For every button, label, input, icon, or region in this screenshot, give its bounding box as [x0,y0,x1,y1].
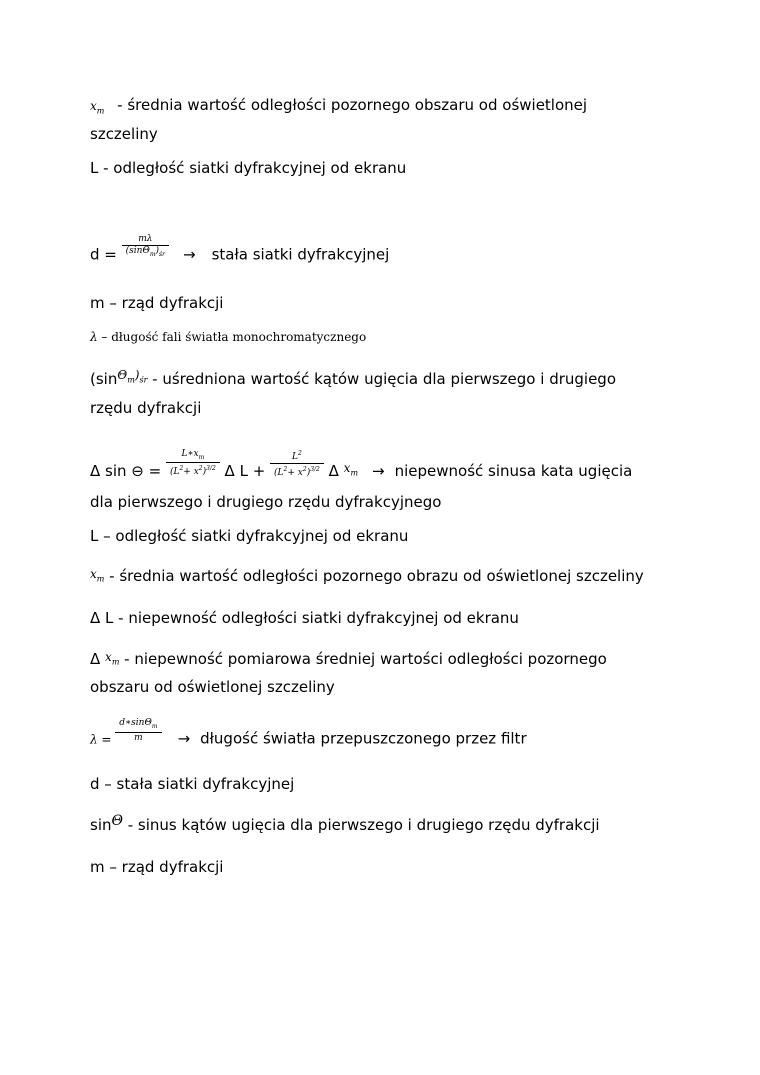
definition-lambda: λ – długość fali światła monochromatycznego [90,330,367,344]
fraction: $\frac{L∗x_m}{(L^2+ x^2)^{3/2}}$ [166,449,220,479]
formula-delta-sin: Δ sin ⊖ = $\frac{L∗x_m}{(L^2+ x^2)^{3/2}}$ Δ L + $\frac{L^2}{(L^2+ x^2)^{3/2}}$ Δ $^{x_m}$ → niepewność sinusa kata ugięcia [90,448,633,480]
definition-delta-L: Δ L - niepewność odległości siatki dyfrakcyjnej od ekranu [90,609,519,627]
fraction: $\frac{d∗\sin\Theta_m}{m}$ [115,718,161,744]
formula-d [90,234,390,268]
definition-continuation: szczeliny [90,125,158,143]
definition-sin: sinΘ - sinus kątów ugięcia dla pierwszego i drugiego rzędu dyfrakcji [90,813,600,834]
definition-xm-image: $^{x_m}$ - średnia wartość odległości pozornego obrazu od oświetlonej szczeliny [90,567,644,585]
formula-lambda: λ = $\frac{d∗\sin\Theta_m}{m}$ → długość światła przepuszczonego przez filtr [90,718,527,748]
formula-continuation: dla pierwszego i drugiego rzędu dyfrakcyjnego [90,493,442,511]
definition-m: m – rząd dyfrakcji [90,294,224,312]
definition-sin-avg: ($\sin^{\Theta_m)_{śr}}$ - uśredniona wartość kątów ugięcia dla pierwszego i drugiego [90,368,617,388]
definition-L: L - odległość siatki dyfrakcyjnej od ekranu [90,159,407,177]
definition-continuation: obszaru od oświetlonej szczeliny [90,678,335,696]
arrow-icon: → [183,245,196,264]
definition-L: L – odległość siatki dyfrakcyjnej od ekranu [90,527,409,545]
fraction: $\frac{m\lambda}{(\sin\Theta_m)_{śr}}$ [122,234,169,260]
formula-description: stała siatki dyfrakcyjnej [211,245,390,264]
definition-xm-mean [90,95,587,121]
definition-text: - średnia wartość odległości pozornego obszaru od oświetlonej [112,96,588,114]
arrow-icon: → [372,462,385,480]
definition-delta-xm: Δ $^{x_m}$ - niepewność pomiarowa średniej wartości odległości pozornego [90,650,607,668]
fraction: $\frac{L^2}{(L^2+ x^2)^{3/2}}$ [270,448,324,479]
formula-prefix: d = [90,245,122,264]
arrow-icon: → [177,729,191,748]
definition-m: m – rząd dyfrakcji [90,858,224,876]
definition-d: d – stała siatki dyfrakcyjnej [90,775,295,793]
xm-symbol: $x_m$ [90,99,105,116]
definition-continuation: rzędu dyfrakcji [90,399,202,417]
